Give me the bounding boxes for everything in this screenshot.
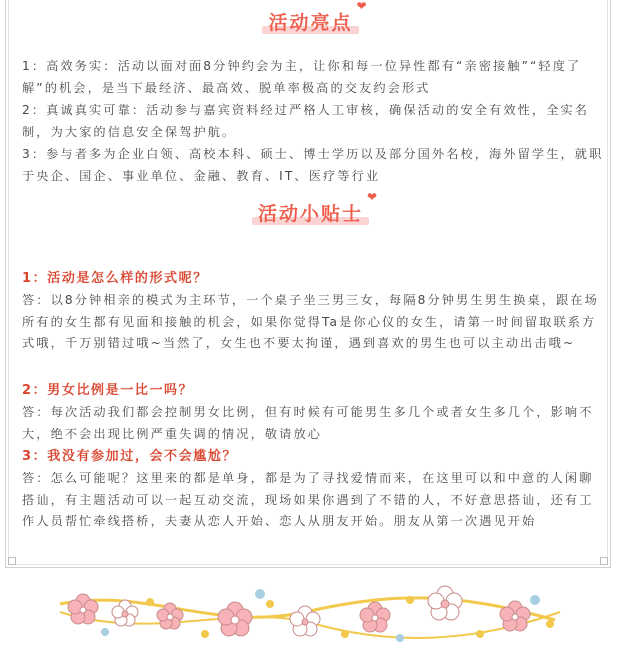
tips-title	[252, 190, 379, 226]
faq-question-2: 2：男女比例是一比一吗？	[22, 383, 194, 398]
highlights-title-wrap	[0, 0, 621, 35]
faq-question-3: 3：我没有参加过，会不会尴尬？	[22, 449, 238, 464]
faq-answer-2: 答：每次活动我们都会控制男女比例，但有时候有可能男生多几个或者女生多几个，影响不大，绝不会出现比例严重失调的情况，敬请放心	[22, 405, 594, 441]
tips-title-wrap	[0, 190, 621, 226]
faq-question-1: 1：活动是怎么样的形式呢？	[22, 271, 208, 286]
highlights-title-text: 活动亮点	[268, 12, 353, 34]
highlight-item-1: 1：高效务实：活动以面对面8分钟约会为主，让你和每一位异性都有“亲密接触”“轻度了解”的机会，是当下最经济、最高效、脱单率极高的交友约会形式	[22, 59, 582, 95]
highlight-item-2: 2：真诚真实可靠：活动参与嘉宾资料经过严格人工审核，确保活动的安全有效性，全实名制，为大家的信息安全保驾护航。	[22, 103, 590, 139]
highlights-title	[262, 0, 369, 35]
heart-icon: ❤	[366, 190, 379, 204]
heart-icon: ❤	[356, 0, 369, 13]
tips-title-text: 活动小贴士	[257, 203, 363, 225]
flower-vine-divider	[55, 582, 565, 654]
faq-answer-3: 答：怎么可能呢？这里来的都是单身，都是为了寻找爱情而来，在这里可以和中意的人闲聊搭讪，有主题活动可以一起互动交流，现场如果你遇到了不错的人，不好意思搭讪，还有工作人员帮忙牵线搭桥，夫妻从恋人开始、恋人从朋友开始。朋友从第一次遇见开始	[22, 471, 594, 528]
faq-answer-1: 答：以8分钟相亲的模式为主环节，一个桌子坐三男三女，每隔8分钟男生男生换桌，跟在场所有的女生都有见面和接触的机会，如果你觉得Ta是你心仪的女生，请第一时间留取联系方式哦，千万别错过哦~当然了，女生也不要太拘谨，遇到喜欢的男生也可以主动出击哦~	[22, 293, 599, 350]
highlight-item-3: 3：参与者多为企业白领、高校本科、硕士、博士学历以及部分国外名校，海外留学生，就职于央企、国企、事业单位、金融、教育、IT、医疗等行业	[22, 147, 604, 183]
corner-ornament	[8, 557, 16, 565]
corner-ornament	[600, 557, 608, 565]
